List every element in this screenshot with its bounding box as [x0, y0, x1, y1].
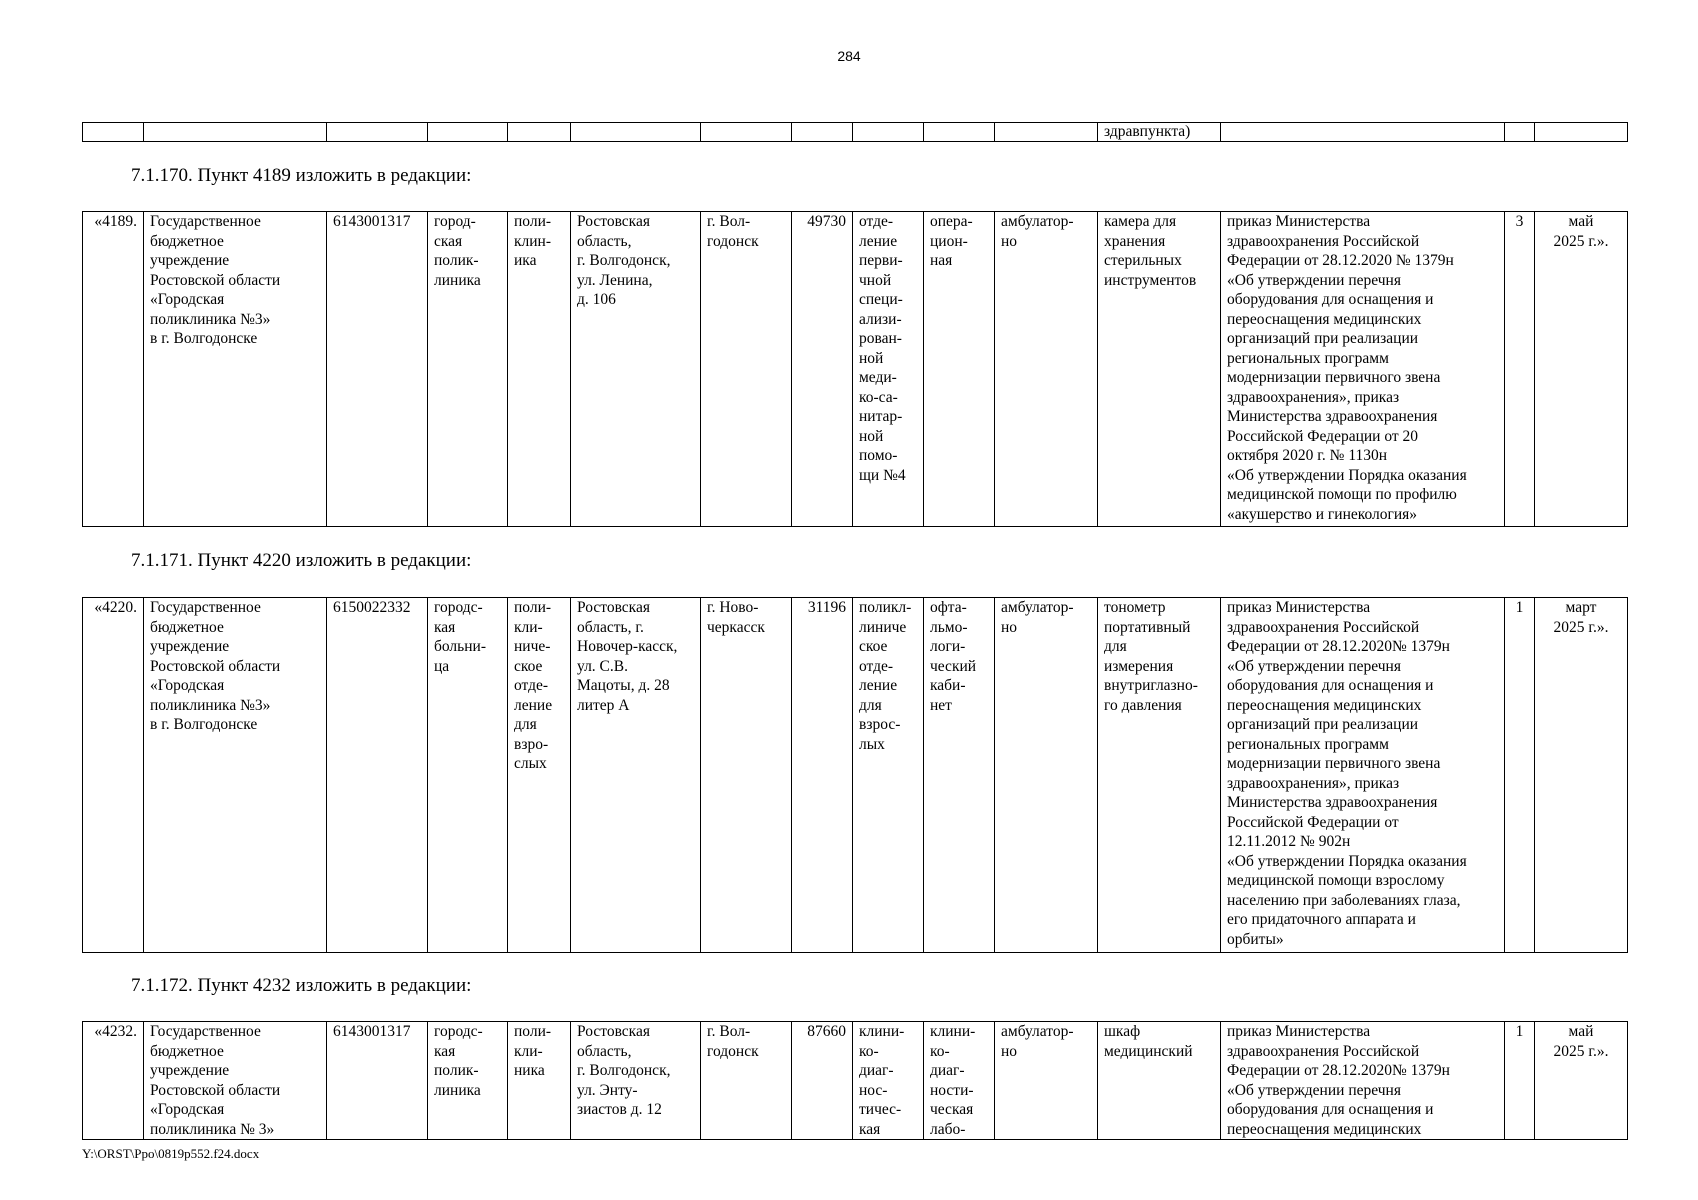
quantity: 1 — [1505, 598, 1535, 953]
term: март 2025 г.». — [1535, 598, 1628, 953]
organization-name: Государственное бюджетное учреждение Ростовской области «Городская поликлиника №3» в г. Волгодонске — [144, 598, 327, 953]
record-table-4220 — [82, 597, 1628, 953]
address: Ростовская область, г. Волгодонск, ул. Ленина, д. 106 — [571, 212, 701, 527]
section-heading: 7.1.172. Пункт 4232 изложить в редакции: — [131, 975, 472, 996]
department: отде- ление перви- чной специ- ализи- рован- ной меди- ко-са- нитар- ной помо- щи №4 — [853, 212, 924, 527]
organization-type: городс- кая больни- ца — [428, 598, 508, 953]
unit-type: поли- клин- ика — [508, 212, 571, 527]
organization-type: городс- кая полик- линика — [428, 1022, 508, 1140]
population: 31196 — [792, 598, 853, 953]
department: клини- ко- диаг- нос- тичес- кая — [853, 1022, 924, 1140]
population: 87660 — [792, 1022, 853, 1140]
record-table-4189 — [82, 211, 1628, 527]
organization-name: Государственное бюджетное учреждение Ростовской области «Городская поликлиника № 3» — [144, 1022, 327, 1140]
table-row — [83, 123, 1628, 142]
address: Ростовская область, г. Новочер-касск, ул. С.В. Мацоты, д. 28 литер А — [571, 598, 701, 953]
continuation-table — [82, 122, 1628, 142]
equipment: тонометр портативный для измерения внутриглазно- го давления — [1098, 598, 1221, 953]
department: поликл- линиче ское отде- ление для взрос- лых — [853, 598, 924, 953]
inn-value: 6143001317 — [327, 212, 428, 527]
item-number: «4189. — [83, 212, 144, 527]
room: клини- ко- диаг- ности- ческая лабо- — [924, 1022, 995, 1140]
care-form: амбулатор- но — [995, 212, 1098, 527]
room: офта- льмо- логи- ческий каби- нет — [924, 598, 995, 953]
table-row — [83, 1022, 1628, 1140]
address: Ростовская область, г. Волгодонск, ул. Энту- зиастов д. 12 — [571, 1022, 701, 1140]
unit-type: поли- кли- ника — [508, 1022, 571, 1140]
unit-type: поли- кли- ниче- ское отде- ление для взро- слых — [508, 598, 571, 953]
item-number: «4220. — [83, 598, 144, 953]
care-form: амбулатор- но — [995, 1022, 1098, 1140]
record-table-4232 — [82, 1021, 1628, 1140]
city: г. Вол- годонск — [701, 1022, 792, 1140]
equipment-cell: здравпункта) — [1098, 123, 1221, 142]
quantity: 3 — [1505, 212, 1535, 527]
term: май 2025 г.». — [1535, 1022, 1628, 1140]
table-row — [83, 212, 1628, 527]
population: 49730 — [792, 212, 853, 527]
legal-basis: приказ Министерства здравоохранения Российской Федерации от 28.12.2020 № 1379н «Об утверждении перечня оборудования для оснащения и переоснащения медицинских организаций при реализации региональных программ модернизации первичного звена здравоохранения», приказ Министерства здравоохранения Российской Федерации от 20 октября 2020 г. № 1130н «Об утверждении Порядка оказания медицинской помощи по профилю «акушерство и гинекология» — [1221, 212, 1505, 527]
organization-type: город- ская полик- линика — [428, 212, 508, 527]
quantity: 1 — [1505, 1022, 1535, 1140]
term: май 2025 г.». — [1535, 212, 1628, 527]
equipment: камера для хранения стерильных инструментов — [1098, 212, 1221, 527]
inn-value: 6143001317 — [327, 1022, 428, 1140]
page-number: 284 — [837, 48, 861, 64]
legal-basis: приказ Министерства здравоохранения Российской Федерации от 28.12.2020№ 1379н «Об утверждении перечня оборудования для оснащения и переоснащения медицинских — [1221, 1022, 1505, 1140]
item-number: «4232. — [83, 1022, 144, 1140]
section-heading: 7.1.170. Пункт 4189 изложить в редакции: — [131, 165, 472, 186]
room: опера- цион- ная — [924, 212, 995, 527]
equipment: шкаф медицинский — [1098, 1022, 1221, 1140]
footer-file-path: Y:\ORST\Ppo\0819p552.f24.docx — [82, 1146, 260, 1161]
care-form: амбулатор- но — [995, 598, 1098, 953]
city: г. Вол- годонск — [701, 212, 792, 527]
organization-name: Государственное бюджетное учреждение Ростовской области «Городская поликлиника №3» в г. Волгодонске — [144, 212, 327, 527]
inn-value: 6150022332 — [327, 598, 428, 953]
section-heading: 7.1.171. Пункт 4220 изложить в редакции: — [131, 550, 472, 571]
city: г. Ново- черкасск — [701, 598, 792, 953]
legal-basis: приказ Министерства здравоохранения Российской Федерации от 28.12.2020№ 1379н «Об утверждении перечня оборудования для оснащения и переоснащения медицинских организаций при реализации региональных программ модернизации первичного звена здравоохранения», приказ Министерства здравоохранения Российской Федерации от 12.11.2012 № 902н «Об утверждении Порядка оказания медицинской помощи взрослому населению при заболеваниях глаза, его придаточного аппарата и орбиты» — [1221, 598, 1505, 953]
table-row — [83, 598, 1628, 953]
